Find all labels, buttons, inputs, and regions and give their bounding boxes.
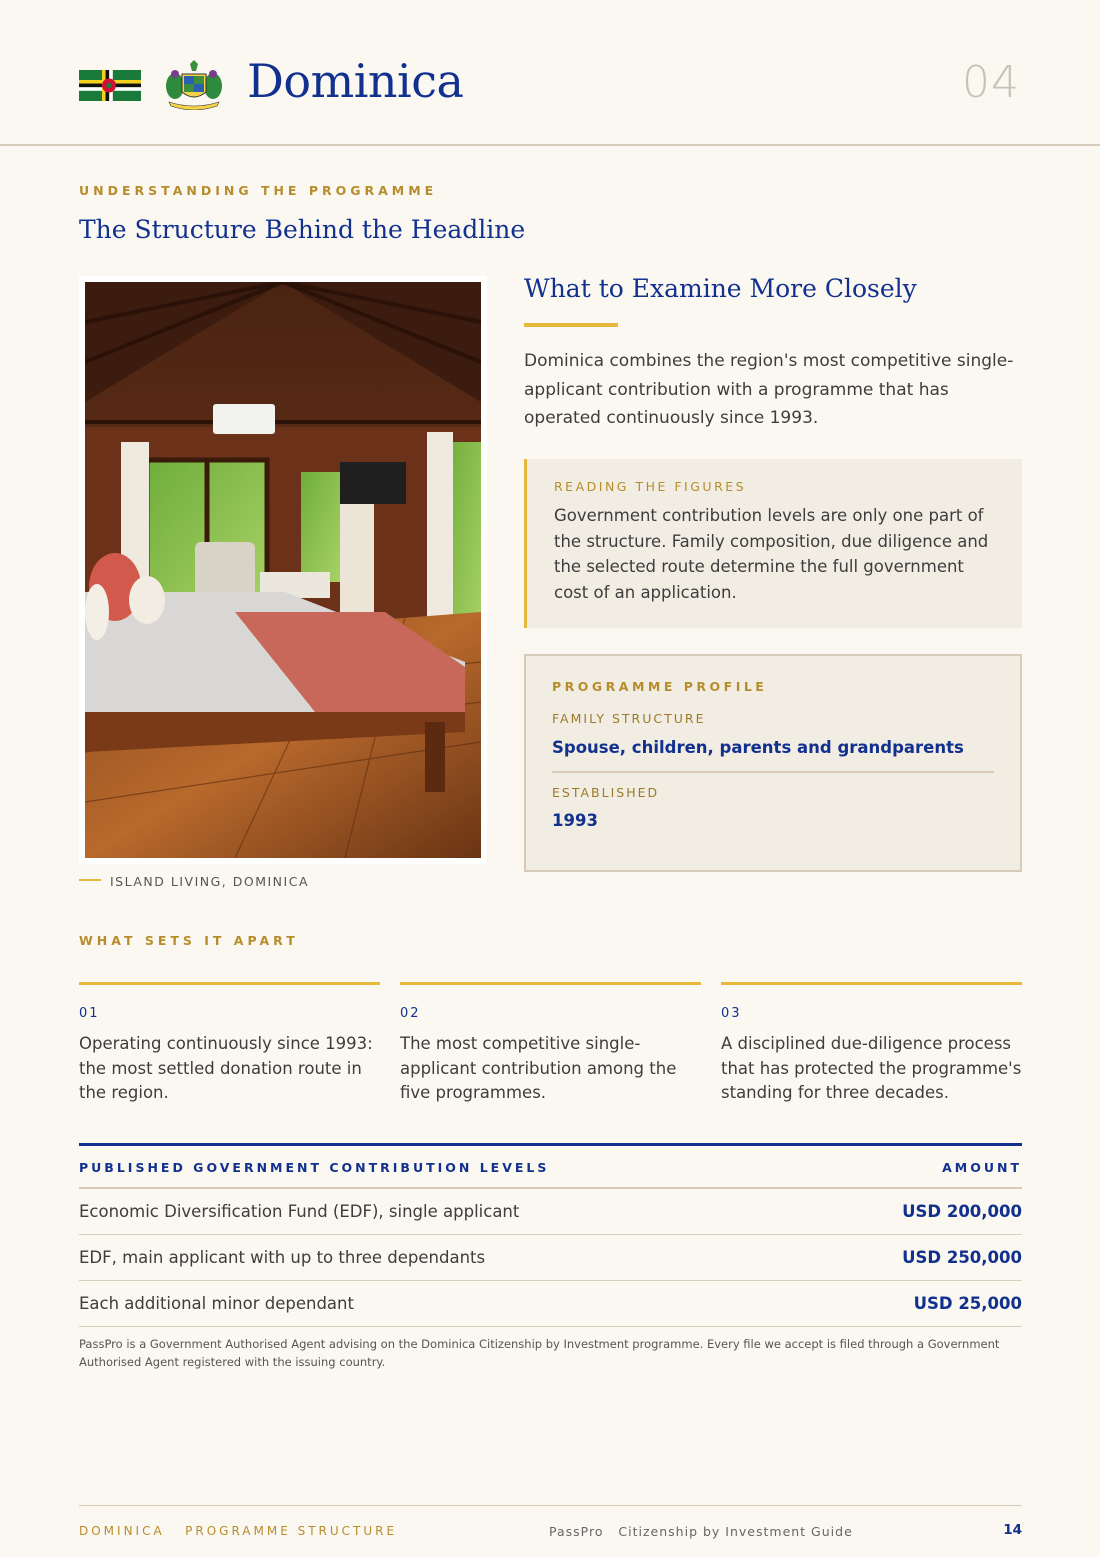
- table-header-amount: AMOUNT: [942, 1160, 1022, 1175]
- table-row: [79, 1235, 1022, 1281]
- disclaimer: PassPro is a Government Authorised Agent advising on the Dominica Citizenship by Investment programme. Every file we accept is filed through a Government Authorised Agent registered with the issuing country.: [79, 1337, 1000, 1369]
- established-value: 1993: [552, 811, 598, 830]
- callout-text: Government contribution levels are only one part of the structure. Family composition, due diligence and the selected route determine the full government cost of an application.: [554, 506, 989, 602]
- footer-guide-title: PassPro Citizenship by Investment Guide: [549, 1524, 853, 1539]
- profile-kicker: PROGRAMME PROFILE: [552, 679, 768, 694]
- family-structure-label: FAMILY STRUCTURE: [552, 711, 706, 726]
- programme-profile-card: [524, 654, 1022, 872]
- row-amount: USD 250,000: [902, 1248, 1022, 1267]
- photo-frame: [79, 276, 487, 864]
- table-row: [79, 1281, 1022, 1327]
- feature-accent-bar: [721, 982, 1022, 985]
- feature-text: Operating continuously since 1993: the most settled donation route in the region.: [79, 1034, 373, 1102]
- feature-number: 01: [79, 1006, 100, 1021]
- feature-text: The most competitive single-applicant contribution among the five programmes.: [400, 1034, 677, 1102]
- family-structure-value: Spouse, children, parents and grandparents: [552, 738, 964, 757]
- reading-figures-callout: [524, 459, 1022, 628]
- contribution-table: [79, 1143, 1022, 1327]
- coat-of-arms-icon: [163, 60, 225, 110]
- examine-intro: Dominica combines the region's most competitive single-applicant contribution with a programme that has operated continuously since 1993.: [524, 351, 1014, 428]
- feature-item: [721, 982, 1022, 1106]
- feature-item: [400, 982, 701, 1106]
- feature-accent-bar: [400, 982, 701, 985]
- feature-number: 02: [400, 1006, 421, 1021]
- photo-caption: ISLAND LIVING, DOMINICA: [110, 874, 309, 889]
- row-amount: USD 200,000: [902, 1202, 1022, 1221]
- chapter-number: 04: [962, 57, 1020, 108]
- row-label: EDF, main applicant with up to three dependants: [79, 1248, 486, 1267]
- caption-rule: [79, 879, 101, 881]
- page-title: Dominica: [247, 54, 464, 108]
- profile-divider: [552, 771, 994, 773]
- row-label: Each additional minor dependant: [79, 1294, 354, 1313]
- examine-heading: What to Examine More Closely: [524, 274, 917, 303]
- feature-text: A disciplined due-diligence process that has protected the programme's standing for three decades.: [721, 1034, 1022, 1102]
- feature-item: [79, 982, 380, 1106]
- section-title: The Structure Behind the Headline: [79, 215, 526, 244]
- page-number: 14: [1003, 1522, 1022, 1538]
- callout-label: READING THE FIGURES: [554, 479, 747, 494]
- row-label: Economic Diversification Fund (EDF), single applicant: [79, 1202, 520, 1221]
- feature-number: 03: [721, 1006, 742, 1021]
- bedroom-photo: [85, 282, 481, 858]
- row-amount: USD 25,000: [913, 1294, 1022, 1313]
- dominica-flag-icon: [79, 70, 141, 101]
- heading-accent-bar: [524, 323, 618, 327]
- apart-kicker: WHAT SETS IT APART: [79, 933, 299, 948]
- established-label: ESTABLISHED: [552, 785, 660, 800]
- feature-accent-bar: [79, 982, 380, 985]
- footer-section: DOMINICA PROGRAMME STRUCTURE: [79, 1524, 398, 1538]
- section-kicker: UNDERSTANDING THE PROGRAMME: [79, 183, 438, 198]
- table-row: [79, 1189, 1022, 1235]
- table-header-label: PUBLISHED GOVERNMENT CONTRIBUTION LEVELS: [79, 1160, 550, 1175]
- table-header: [79, 1143, 1022, 1189]
- page-footer: [79, 1505, 1022, 1557]
